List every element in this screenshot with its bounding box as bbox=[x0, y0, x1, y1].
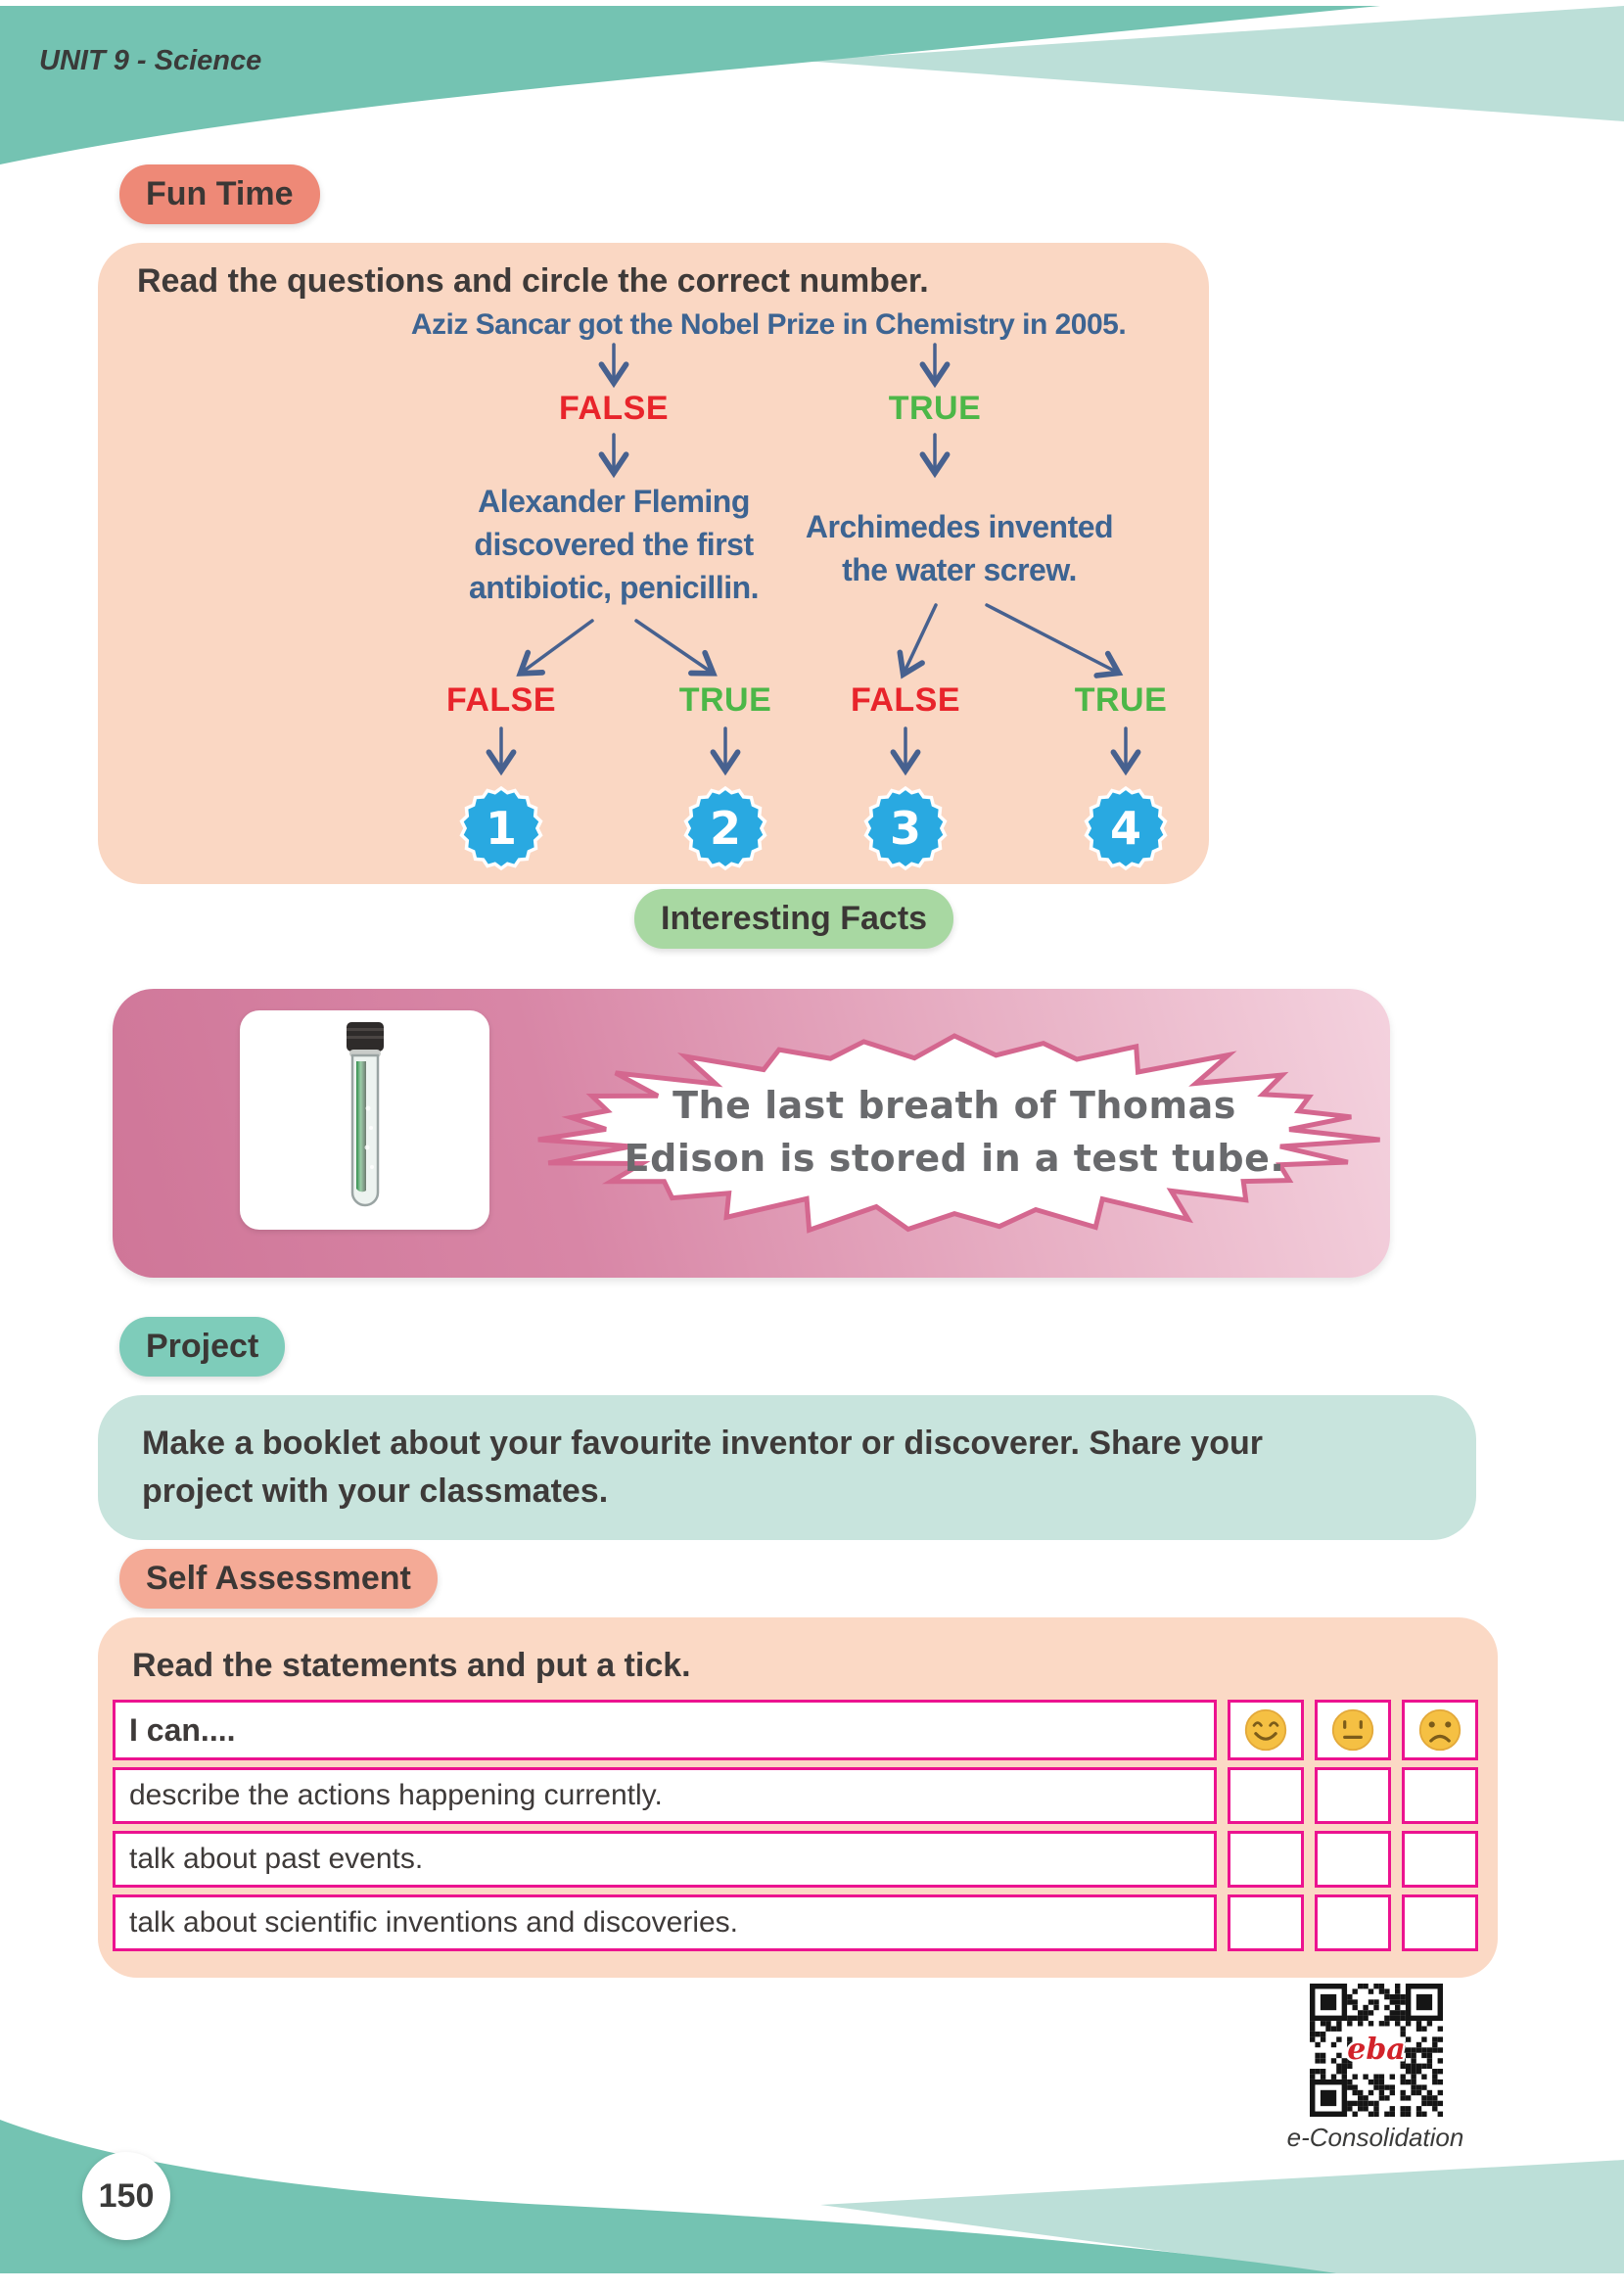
root-statement: Aziz Sancar got the Nobel Prize in Chemistry in 2005. bbox=[410, 308, 1127, 341]
answer-badge-2[interactable] bbox=[686, 788, 766, 868]
self-assessment-badge: Self Assessment bbox=[119, 1549, 438, 1609]
answer-number-badges bbox=[462, 788, 1166, 868]
tick-cell[interactable] bbox=[1228, 1767, 1304, 1824]
self-assessment-box bbox=[98, 1617, 1498, 1978]
tick-cell[interactable] bbox=[1315, 1767, 1391, 1824]
tick-cell[interactable] bbox=[1315, 1894, 1391, 1951]
fun-time-instruction: Read the questions and circle the correct number. bbox=[137, 262, 929, 300]
left-branch-statement: Alexander Fleming discovered the first antibiotic, penicillin. bbox=[468, 484, 760, 605]
answer-badge-4[interactable] bbox=[1087, 788, 1166, 868]
root-option-true: TRUE bbox=[888, 390, 982, 427]
answer-label-true-4: TRUE bbox=[1074, 681, 1168, 719]
svg-text:2: 2 bbox=[709, 802, 742, 855]
answer-badge-1[interactable] bbox=[462, 788, 541, 868]
test-tube-image bbox=[240, 1010, 489, 1230]
tick-cell[interactable] bbox=[1315, 1831, 1391, 1888]
sad-emoji-icon bbox=[1402, 1700, 1478, 1760]
self-assessment-table bbox=[113, 1700, 1478, 1951]
happy-emoji-icon bbox=[1228, 1700, 1304, 1760]
answer-label-false-1: FALSE bbox=[445, 681, 557, 719]
interesting-fact-text: The last breath of Thomas Edison is stored in a test tube. bbox=[624, 1084, 1285, 1180]
test-tube-icon bbox=[240, 1010, 489, 1230]
qr-caption: e-Consolidation bbox=[1286, 2123, 1464, 2152]
tick-cell[interactable] bbox=[1402, 1894, 1478, 1951]
neutral-emoji-icon bbox=[1315, 1700, 1391, 1760]
table-header-i-can: I can.... bbox=[113, 1700, 1217, 1760]
tick-cell[interactable] bbox=[1402, 1767, 1478, 1824]
eba-logo: eba bbox=[1347, 2033, 1406, 2067]
svg-text:3: 3 bbox=[889, 802, 922, 855]
header-wave-decoration bbox=[0, 0, 1624, 181]
tick-cell[interactable] bbox=[1228, 1831, 1304, 1888]
root-option-false: FALSE bbox=[558, 390, 670, 427]
svg-text:4: 4 bbox=[1109, 802, 1142, 855]
project-badge: Project bbox=[119, 1317, 285, 1377]
unit-label: UNIT 9 - Science bbox=[39, 45, 262, 76]
right-branch-statement: Archimedes invented the water screw. bbox=[805, 509, 1114, 587]
tick-cell[interactable] bbox=[1228, 1894, 1304, 1951]
answer-badge-3[interactable] bbox=[866, 788, 946, 868]
project-instruction: Make a booklet about your favourite inventor or discoverer. Share your project with your classmates. bbox=[98, 1395, 1476, 1540]
table-row-statement: talk about scientific inventions and discoveries. bbox=[113, 1894, 1217, 1951]
interesting-facts-badge: Interesting Facts bbox=[634, 889, 953, 949]
table-row-statement: talk about past events. bbox=[113, 1831, 1217, 1888]
footer-wave-decoration bbox=[0, 2095, 1624, 2291]
answer-label-false-3: FALSE bbox=[850, 681, 961, 719]
page-number: 150 bbox=[82, 2152, 170, 2240]
fun-time-badge: Fun Time bbox=[119, 164, 320, 224]
answer-label-true-2: TRUE bbox=[678, 681, 772, 719]
self-assessment-instruction: Read the statements and put a tick. bbox=[132, 1647, 691, 1684]
table-row-statement: describe the actions happening currently. bbox=[113, 1767, 1217, 1824]
tick-cell[interactable] bbox=[1402, 1831, 1478, 1888]
fun-time-activity-box bbox=[98, 243, 1209, 884]
svg-text:1: 1 bbox=[485, 802, 518, 855]
